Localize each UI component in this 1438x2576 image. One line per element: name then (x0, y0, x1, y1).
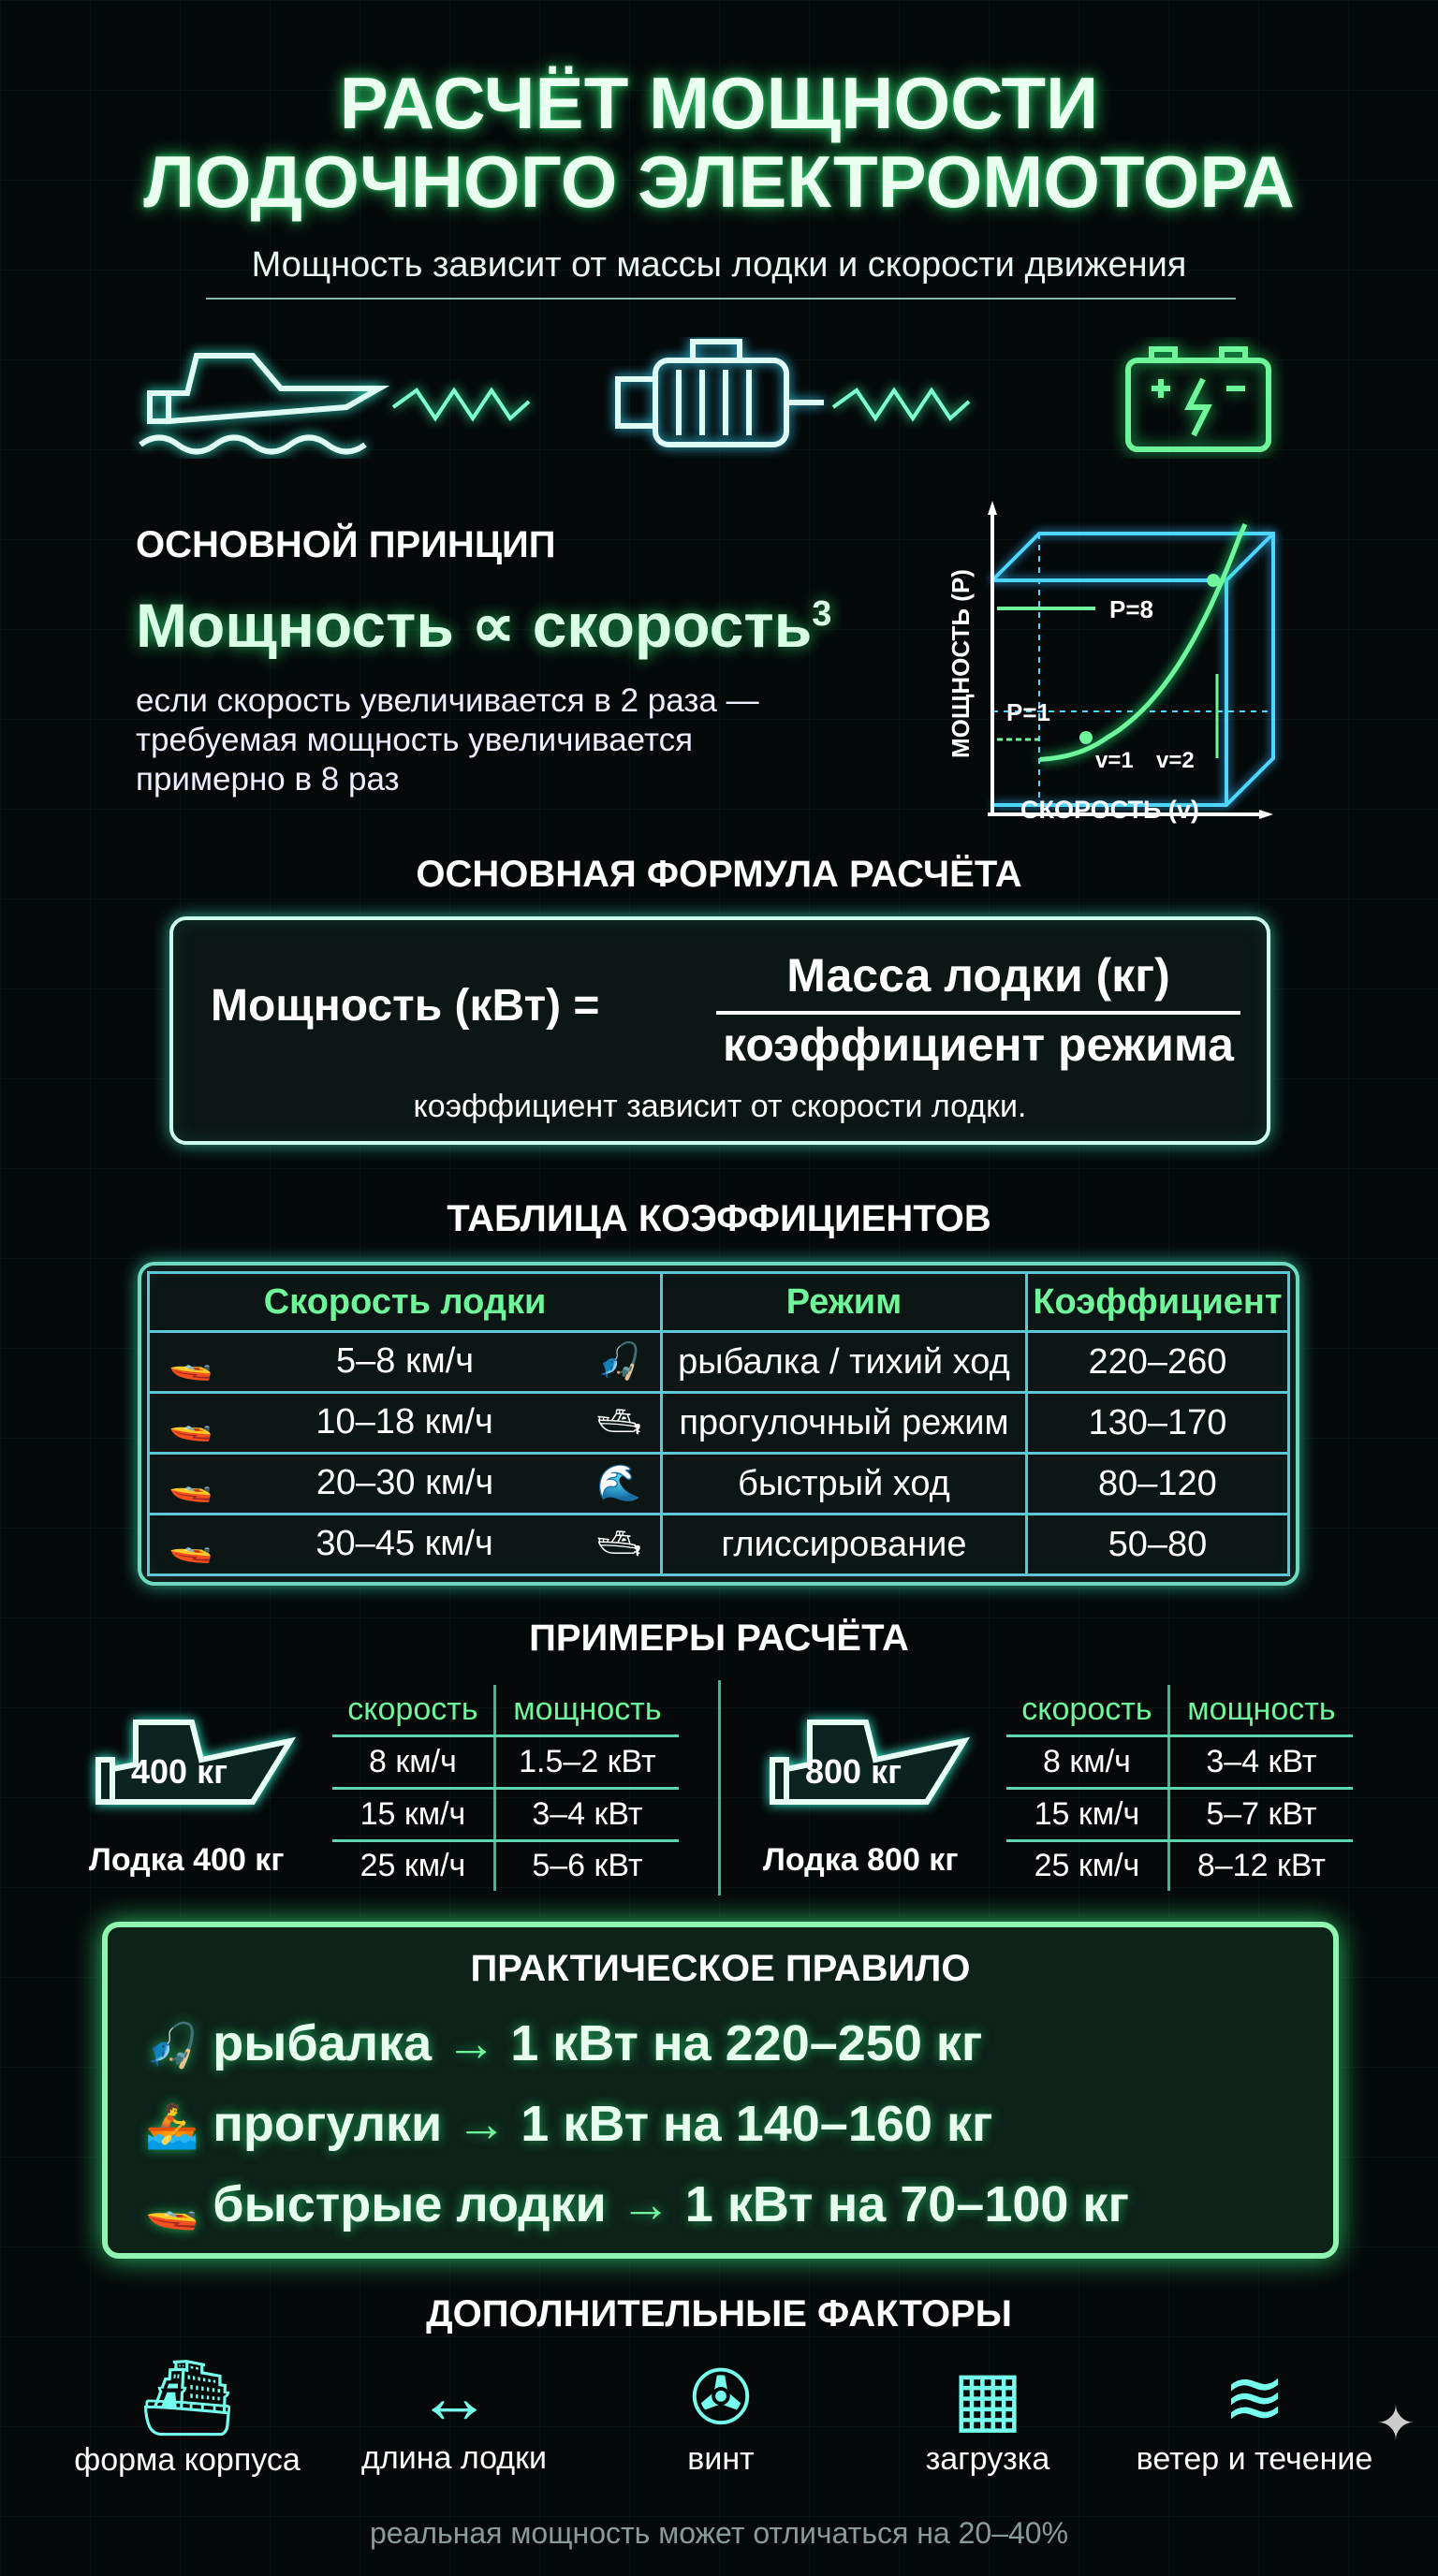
principle-formula (136, 590, 831, 662)
factor-length (332, 2354, 576, 2479)
power-chain-illustration (131, 337, 1311, 459)
example-table-400 (332, 1685, 679, 1891)
col-power: мощность (494, 1685, 679, 1735)
leisure-boat-icon: 🚣 (145, 2101, 199, 2150)
sparkle-icon: ✦ (1376, 2397, 1416, 2450)
example-table-800 (1006, 1685, 1353, 1891)
formula-box (169, 916, 1270, 1145)
fishing-icon: 🎣 (596, 1342, 642, 1383)
rule-item-leisure (145, 2085, 1129, 2165)
rule-name: рыбалка (213, 2015, 433, 2071)
table-row (149, 1332, 1289, 1393)
rule-value: 1 кВт на 70–100 кг (684, 2176, 1129, 2232)
title-line-1: РАСЧЁТ МОЩНОСТИ (339, 62, 1099, 144)
formula-heading: ОСНОВНАЯ ФОРМУЛА РАСЧЁТА (416, 854, 1022, 895)
practical-rule-box (102, 1922, 1339, 2259)
speed-cell: 10–18 км/ч (315, 1402, 493, 1442)
speed-cell: 25 км/ч (332, 1840, 494, 1891)
power-cell: 5–6 кВт (532, 1848, 643, 1884)
label-v1: v=1 (1095, 748, 1134, 773)
rule-item-fast (145, 2165, 1129, 2246)
table-row (1006, 1840, 1353, 1891)
principle-desc-1: если скорость увеличивается в 2 раза — (136, 682, 759, 719)
boat-mass: 400 кг (131, 1752, 228, 1791)
table-row (149, 1393, 1289, 1454)
rule-value: 1 кВт на 220–250 кг (510, 2015, 983, 2071)
factor-propeller (599, 2354, 843, 2479)
formula-lhs: Мощность (кВт) = (211, 981, 600, 1031)
point-v1 (1079, 731, 1093, 744)
table-row (332, 1840, 679, 1891)
table-row (149, 1515, 1289, 1575)
power-cell: 3–4 кВт (494, 1788, 679, 1840)
y-axis-label: МОЩНОСТЬ (P) (946, 569, 975, 758)
rule-value: 1 кВт на 140–160 кг (521, 2096, 993, 2152)
header-coef: Коэффициент (1026, 1273, 1288, 1332)
speed-cell: 8 км/ч (1006, 1735, 1168, 1788)
subtitle: Мощность зависит от массы лодки и скорости движения (251, 245, 1187, 285)
boat-slow-icon: 🚤 (169, 1342, 213, 1383)
speed-cell: 15 км/ч (332, 1788, 494, 1840)
point-v2 (1207, 574, 1220, 587)
formula-numerator: Масса лодки (кг) (786, 949, 1170, 1002)
rule-name: прогулки (213, 2096, 443, 2152)
principle-desc-3: примерно в 8 раз (136, 761, 400, 798)
fisherman-icon: 🎣 (145, 2021, 199, 2070)
fraction-bar (716, 1011, 1240, 1015)
factors-heading: ДОПОЛНИТЕЛЬНЫЕ ФАКТОРЫ (426, 2293, 1012, 2334)
planing-boat-icon: 🚤 (169, 1525, 213, 1565)
rule-heading: ПРАКТИЧЕСКОЕ ПРАВИЛО (470, 1948, 971, 1989)
label-p8: P=8 (1109, 595, 1153, 623)
boat-mass: 800 кг (805, 1752, 902, 1791)
table-row (332, 1788, 679, 1840)
factors-row (66, 2354, 1376, 2479)
wind-icon: ≋ (1223, 2356, 1286, 2439)
principle-desc-2: требуемая мощность увеличивается (136, 722, 694, 758)
mode-cell: рыбалка / тихий ход (662, 1332, 1027, 1393)
label-p1: P=1 (1006, 698, 1050, 726)
col-power: мощность (1168, 1685, 1353, 1735)
boat-length-icon: ↔ (417, 2355, 492, 2438)
label-v2: v=2 (1156, 748, 1195, 773)
examples-divider (718, 1680, 721, 1895)
header-mode: Режим (662, 1273, 1027, 1332)
boat-label: Лодка 400 кг (89, 1842, 285, 1878)
arrow-icon: → (446, 2015, 497, 2071)
example-boat-800 (754, 1704, 988, 1891)
fast-boat-icon: 🚤 (169, 1464, 213, 1504)
formula-denominator: коэффициент режима (723, 1018, 1234, 1071)
table-heading: ТАБЛИЦА КОЭФФИЦИЕНТОВ (447, 1198, 991, 1239)
mode-cell: глиссирование (662, 1515, 1027, 1575)
arrow-icon: → (456, 2096, 507, 2152)
coef-cell: 220–260 (1026, 1332, 1288, 1393)
rule-list (145, 2004, 1129, 2246)
boat-icon (131, 337, 1311, 459)
rule-item-fishing (145, 2004, 1129, 2085)
factor-label: форма корпуса (74, 2442, 301, 2478)
header-speed: Скорость лодки (149, 1273, 662, 1332)
coefficient-table (138, 1262, 1299, 1586)
power-cell: 8–12 кВт (1196, 1848, 1326, 1884)
speed-cell: 30–45 км/ч (315, 1524, 493, 1564)
coef-cell: 130–170 (1026, 1393, 1288, 1454)
speed-cell: 8 км/ч (332, 1735, 494, 1788)
x-axis-label: СКОРОСТЬ (v) (1020, 796, 1199, 824)
example-boat-400 (80, 1704, 314, 1891)
boat-label: Лодка 800 кг (763, 1842, 959, 1878)
mode-cell: быстрый ход (662, 1454, 1027, 1515)
speedboat-icon: 🚤 (145, 2182, 199, 2231)
table-row (1006, 1788, 1353, 1840)
power-curve (1040, 524, 1245, 759)
power-cell: 3–4 кВт (1168, 1735, 1353, 1788)
formula-note: коэффициент зависит от скорости лодки. (413, 1089, 1027, 1124)
speed-cell: 5–8 км/ч (336, 1341, 475, 1382)
factor-wind (1133, 2354, 1376, 2479)
examples-heading: ПРИМЕРЫ РАСЧЁТА (529, 1617, 909, 1659)
principle-heading: ОСНОВНОЙ ПРИНЦИП (136, 524, 556, 565)
subtitle-underline (206, 298, 1236, 300)
coef-cell: 80–120 (1026, 1454, 1288, 1515)
propeller-icon: ✇ (689, 2356, 753, 2439)
table-header-row (149, 1273, 1289, 1332)
title-line-2: ЛОДОЧНОГО ЭЛЕКТРОМОТОРА (143, 140, 1295, 223)
people-boat-icon: 🛥 (595, 1403, 642, 1443)
table-row (1006, 1735, 1353, 1788)
principle-exponent: 3 (812, 594, 832, 634)
speed-cell: 15 км/ч (1006, 1788, 1168, 1840)
factor-load (866, 2354, 1109, 2479)
factor-label: ветер и течение (1136, 2441, 1373, 2477)
col-speed: скорость (1006, 1685, 1168, 1735)
footnote: реальная мощность может отличаться на 20–40% (369, 2516, 1069, 2550)
coef-cell: 50–80 (1026, 1515, 1288, 1575)
hull-icon: ⛴ (139, 2356, 235, 2439)
wake-icon: 🌊 (596, 1464, 642, 1504)
col-speed: скорость (332, 1685, 494, 1735)
mode-cell: прогулочный режим (662, 1393, 1027, 1454)
factor-label: винт (687, 2441, 755, 2477)
speed-cell: 20–30 км/ч (315, 1463, 494, 1503)
principle-description (136, 681, 759, 799)
principle-formula-text: Мощность ∝ скорость (136, 591, 813, 660)
speedboat-icon: 🛥 (595, 1525, 642, 1565)
power-speed-chart (936, 496, 1311, 833)
speed-cell: 25 км/ч (1006, 1840, 1168, 1891)
factor-hull (66, 2354, 309, 2479)
boat-icon: 🚤 (169, 1403, 213, 1443)
table-row (332, 1735, 679, 1788)
factor-label: загрузка (925, 2441, 1050, 2477)
rule-name: быстрые лодки (213, 2176, 607, 2232)
table-row (149, 1454, 1289, 1515)
arrow-icon: → (620, 2176, 671, 2232)
power-cell: 5–7 кВт (1168, 1788, 1353, 1840)
power-cell: 1.5–2 кВт (494, 1735, 679, 1788)
boxes-icon: ▦ (952, 2356, 1023, 2439)
factor-label: длина лодки (361, 2440, 547, 2476)
